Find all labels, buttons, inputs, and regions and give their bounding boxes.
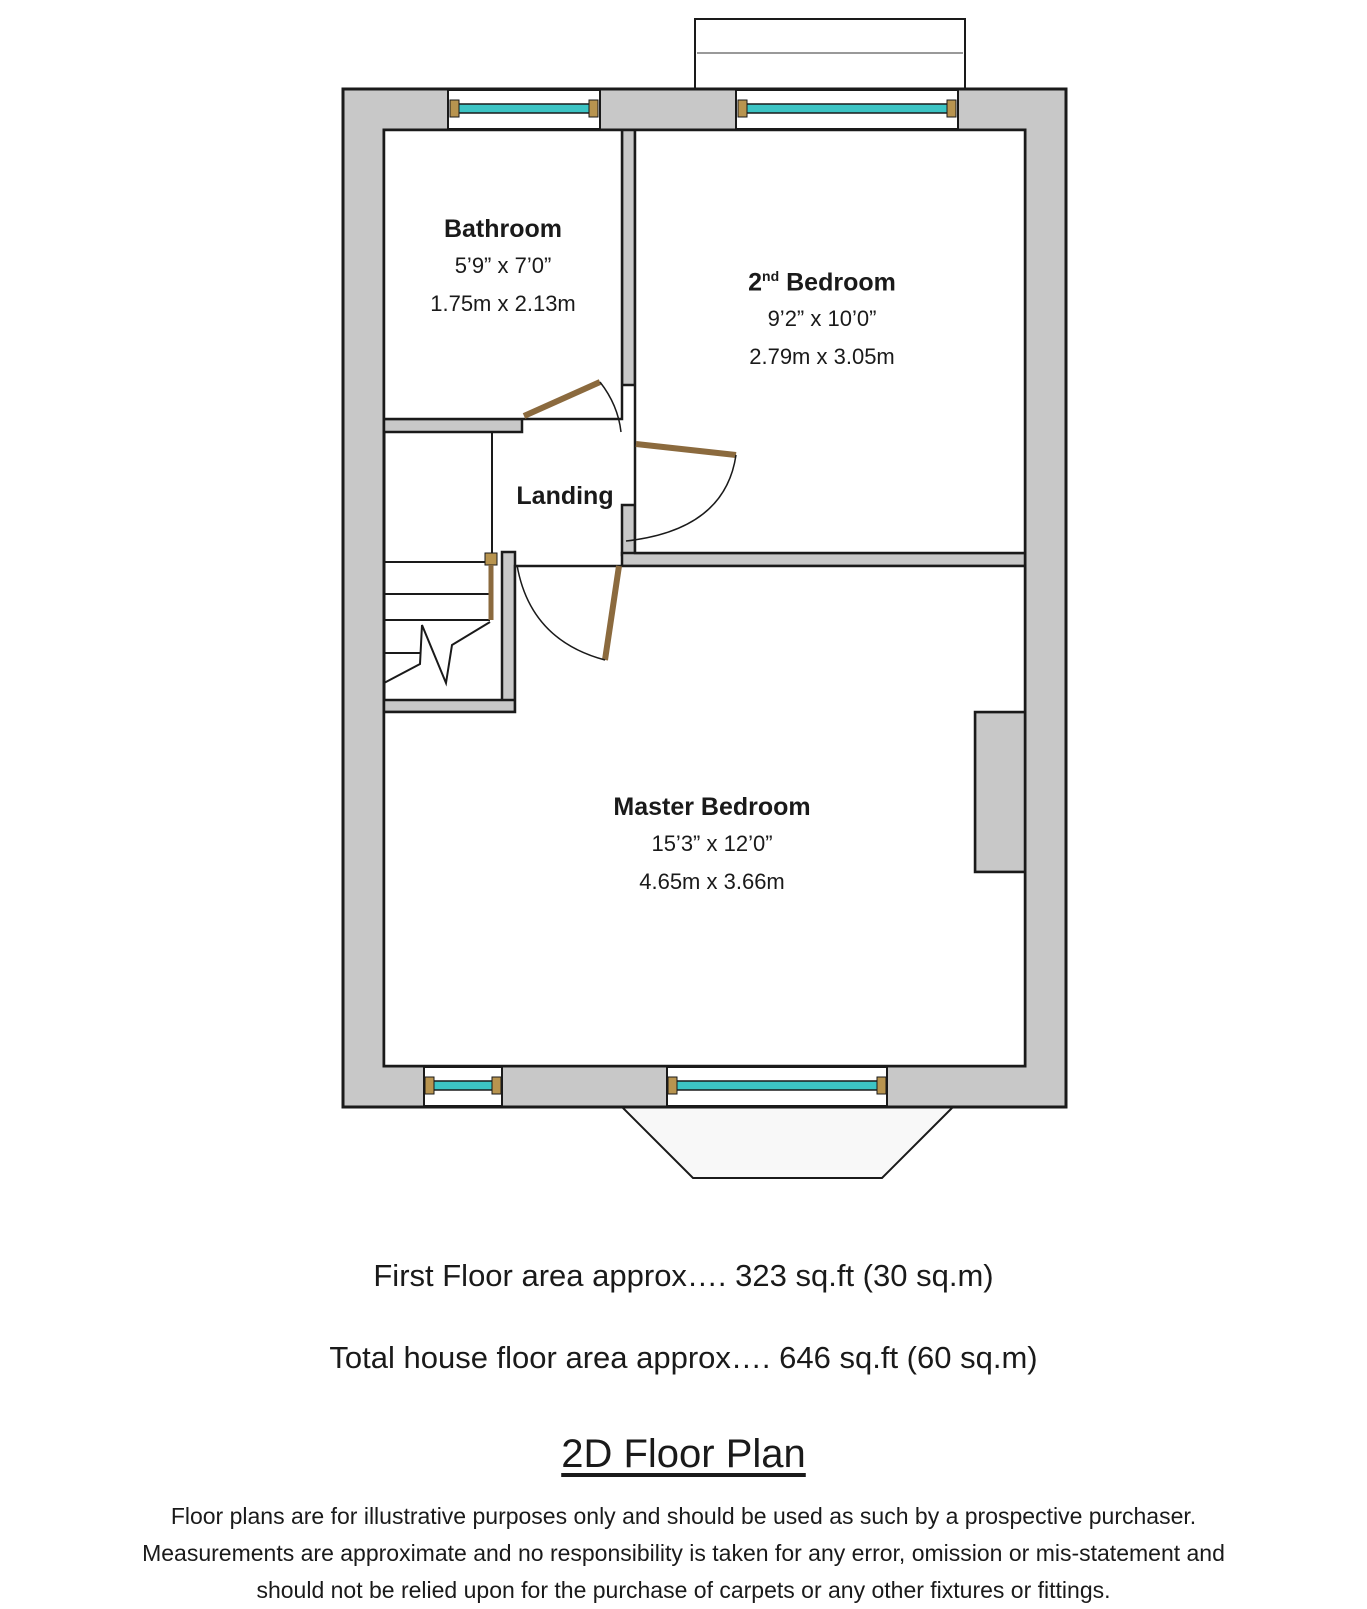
master-dim-metric: 4.65m x 3.66m — [639, 869, 785, 894]
bedroom2-dim-imperial: 9’2” x 10’0” — [767, 306, 877, 332]
label-master — [613, 789, 810, 901]
bathroom-name: Bathroom — [443, 215, 563, 243]
label-landing — [516, 478, 613, 514]
bottom-bay — [622, 1107, 953, 1178]
disclaimer-line-3: should not be relied upon for the purchase of carpets or any other fixtures or fittings. — [256, 1577, 1111, 1603]
label-bedroom2 — [748, 258, 896, 376]
total-house-area: Total house floor area approx…. 646 sq.ft (60 sq.m) — [329, 1340, 1038, 1375]
master-dim-imperial: 15’3” x 12’0” — [651, 831, 773, 856]
label-bathroom — [430, 211, 576, 323]
landing-name: Landing — [516, 482, 614, 510]
disclaimer-line-1: Floor plans are for illustrative purposes only and should be used as such by a prospective purchaser. — [170, 1503, 1197, 1529]
bedroom2-dim-metric: 2.79m x 3.05m — [749, 344, 895, 370]
window-bedroom2 — [736, 90, 958, 129]
disclaimer — [0, 1498, 1367, 1609]
bedroom2-name: 2nd Bedroom — [748, 268, 896, 297]
first-floor-area: First Floor area approx…. 323 sq.ft (30 sq.m) — [373, 1258, 994, 1293]
bathroom-dim-metric: 1.75m x 2.13m — [430, 291, 576, 316]
window-bathroom — [448, 90, 600, 129]
top-bay — [695, 19, 965, 89]
disclaimer-line-2: Measurements are approximate and no responsibility is taken for any error, omission or mis-statement and — [142, 1540, 1225, 1566]
staircase — [384, 432, 492, 683]
bathroom-dim-imperial: 5’9” x 7’0” — [454, 253, 552, 278]
master-name: Master Bedroom — [613, 793, 811, 821]
window-master-bay — [667, 1067, 887, 1106]
plan-title: 2D Floor Plan — [561, 1432, 806, 1476]
window-master-small — [424, 1067, 502, 1106]
